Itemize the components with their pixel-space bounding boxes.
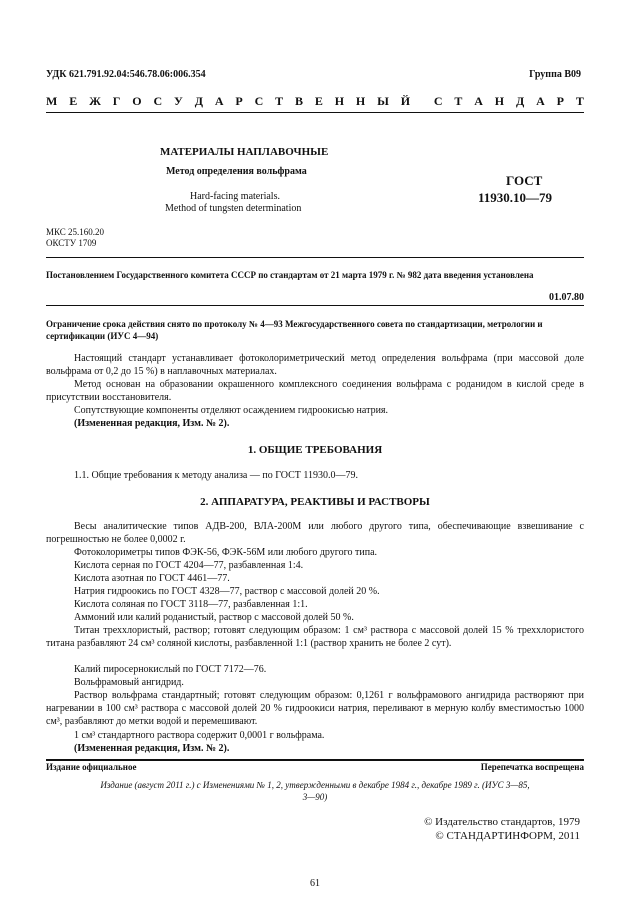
official-edition-label: Издание официальное — [46, 762, 137, 772]
amendment-text: (Измененная редакция, Изм. № 2). — [74, 743, 230, 754]
banner-letter: М — [46, 94, 58, 108]
edition-note: Издание (август 2011 г.) с Изменениями № 1, 2, утвержденными в декабре 1984 г., декабре 1989 г. (ИУС 3—85, 3—90) — [100, 780, 530, 802]
banner-letter: А — [536, 94, 545, 108]
banner-letter: Р — [556, 94, 564, 108]
intro-text: Настоящий стандарт устанавливает фотоколориметрический метод определения вольфрама (при массовой доле вольфрама от 0,2 до 15 %) в наплавочных материалах. — [46, 353, 584, 377]
reagent-text: Кислота соляная по ГОСТ 3118—77, разбавленная 1:1. — [74, 599, 308, 610]
banner-letter: Ж — [89, 94, 101, 108]
interstate-standard-banner — [46, 94, 584, 109]
page-number: 61 — [310, 878, 320, 889]
reagent-item — [46, 689, 584, 728]
banner-letter: С — [153, 94, 163, 108]
reprint-prohibited-label: Перепечатка воспрещена — [480, 762, 584, 772]
section-1-text: 1.1. Общие требования к методу анализа — по ГОСТ 11930.0—79. — [74, 470, 358, 481]
header-divider — [46, 112, 584, 113]
banner-letter: Р — [235, 94, 243, 108]
banner-letter: Д — [515, 94, 525, 108]
okstu-code: ОКСТУ 1709 — [46, 238, 97, 248]
banner-letter: Н — [494, 94, 505, 108]
reagent-item — [46, 559, 584, 572]
decree-text: Постановлением Государственного комитета СССР по стандартам от 21 марта 1979 г. № 982 дата введения установлена — [46, 270, 534, 280]
mks-code: МКС 25.160.20 — [46, 227, 105, 237]
codes-divider — [46, 257, 584, 258]
reagent-item — [46, 663, 584, 676]
reagent-text: Фотоколориметры типов ФЭК-56, ФЭК-56М или любого другого типа. — [74, 547, 378, 558]
banner-letter: Н — [334, 94, 345, 108]
banner-letter: С — [254, 94, 264, 108]
section-1-heading: 1. ОБЩИЕ ТРЕБОВАНИЯ — [247, 444, 383, 456]
reagent-text: Весы аналитические типов АДВ-200, ВЛА-200М или любого другого типа, обеспечивающие взвешивание с погрешностью не более 0,0002 г. — [46, 521, 584, 545]
decree-divider — [46, 305, 584, 306]
amendment-note — [46, 742, 584, 755]
banner-letter: Й — [400, 94, 411, 108]
banner-letter: С — [433, 94, 443, 108]
banner-letter: Г — [112, 94, 121, 108]
reagent-text: Титан треххлористый, раствор; готовят следующим образом: 1 см³ раствора с массовой долей 15 % треххлористого титана разбавляют 24 см³ соляной кислоты, разбавленной 1:1 (раствор хранить не более 2 сут). — [46, 625, 584, 649]
banner-letter: Т — [275, 94, 284, 108]
reagent-item — [46, 624, 584, 650]
reagent-item — [46, 520, 584, 546]
reagent-item — [46, 598, 584, 611]
banner-letter: В — [294, 94, 303, 108]
banner-letter: У — [174, 94, 183, 108]
banner-letter: Т — [454, 94, 463, 108]
intro-paragraph — [46, 378, 584, 404]
amendment-note — [46, 417, 584, 430]
section-1-item — [46, 469, 584, 482]
reagent-item — [46, 546, 584, 559]
reagent-text: Вольфрамовый ангидрид. — [74, 677, 184, 688]
english-title-line-1: Hard-facing materials. — [190, 191, 280, 202]
intro-text: Метод основан на образовании окрашенного комплексного соединения вольфрама с роданидом в кислой среде в присутствии восстановителя. — [46, 379, 584, 403]
reagent-item — [46, 676, 584, 689]
intro-text: Сопутствующие компоненты отделяют осаждением гидроокисью натрия. — [74, 405, 389, 416]
introduction-date: 01.07.80 — [549, 292, 584, 303]
group-code: Группа В09 — [529, 69, 581, 80]
gost-number: 11930.10—79 — [478, 190, 553, 205]
banner-letter: Н — [355, 94, 366, 108]
document-subtitle: Метод определения вольфрама — [166, 166, 307, 177]
document-title: МАТЕРИАЛЫ НАПЛАВОЧНЫЕ — [160, 146, 329, 158]
banner-letter: А — [474, 94, 483, 108]
reagent-item — [46, 611, 584, 624]
copyright-publisher: © Издательство стандартов, 1979 — [424, 816, 580, 828]
section-2-heading: 2. АППАРАТУРА, РЕАКТИВЫ И РАСТВОРЫ — [200, 496, 430, 508]
reagent-text: Аммоний или калий роданистый, раствор с массовой долей 50 %. — [74, 612, 354, 623]
banner-letter: Е — [314, 94, 323, 108]
english-title-line-2: Method of tungsten determination — [165, 203, 302, 214]
banner-letter: Д — [194, 94, 203, 108]
reagent-text: Натрия гидроокись по ГОСТ 4328—77, раствор с массовой долей 20 %. — [74, 586, 380, 597]
copyright-standartinform: © СТАНДАРТИНФОРМ, 2011 — [435, 830, 580, 842]
banner-letter: Ы — [377, 94, 389, 108]
reagent-item — [46, 572, 584, 585]
banner-letter: Т — [575, 94, 584, 108]
udk-code: УДК 621.791.92.04:546.78.06:006.354 — [46, 69, 206, 80]
intro-paragraph — [46, 404, 584, 417]
reagent-text: Кислота азотная по ГОСТ 4461—77. — [74, 573, 230, 584]
reagent-item — [46, 729, 584, 742]
amendment-text: (Измененная редакция, Изм. № 2). — [74, 418, 230, 429]
reagent-text: Калий пиросернокислый по ГОСТ 7172—76. — [74, 664, 267, 675]
reagent-text: 1 см³ стандартного раствора содержит 0,0001 г вольфрама. — [74, 730, 325, 741]
reagent-text: Раствор вольфрама стандартный; готовят следующим образом: 0,1261 г вольфрамового ангидрида растворяют при нагревании в 100 см³ раствора с массовой долей 20 % гидроокиси натрия, переливают в мерную колбу вместимостью 1000 см³, разбавляют до метки водой и перемешивают. — [46, 690, 584, 727]
banner-letter: О — [132, 94, 142, 108]
gost-label: ГОСТ — [506, 173, 543, 188]
banner-letter: А — [214, 94, 224, 108]
limitation-note: Ограничение срока действия снято по протоколу № 4—93 Межгосударственного совета по стандартизации, метрологии и сертификации (ИУС 4—94) — [46, 319, 543, 341]
reagent-item — [46, 585, 584, 598]
reagent-text: Кислота серная по ГОСТ 4204—77, разбавленная 1:4. — [74, 560, 304, 571]
footer-divider — [46, 759, 584, 761]
banner-letter: Е — [69, 94, 78, 108]
intro-paragraph — [46, 352, 584, 378]
